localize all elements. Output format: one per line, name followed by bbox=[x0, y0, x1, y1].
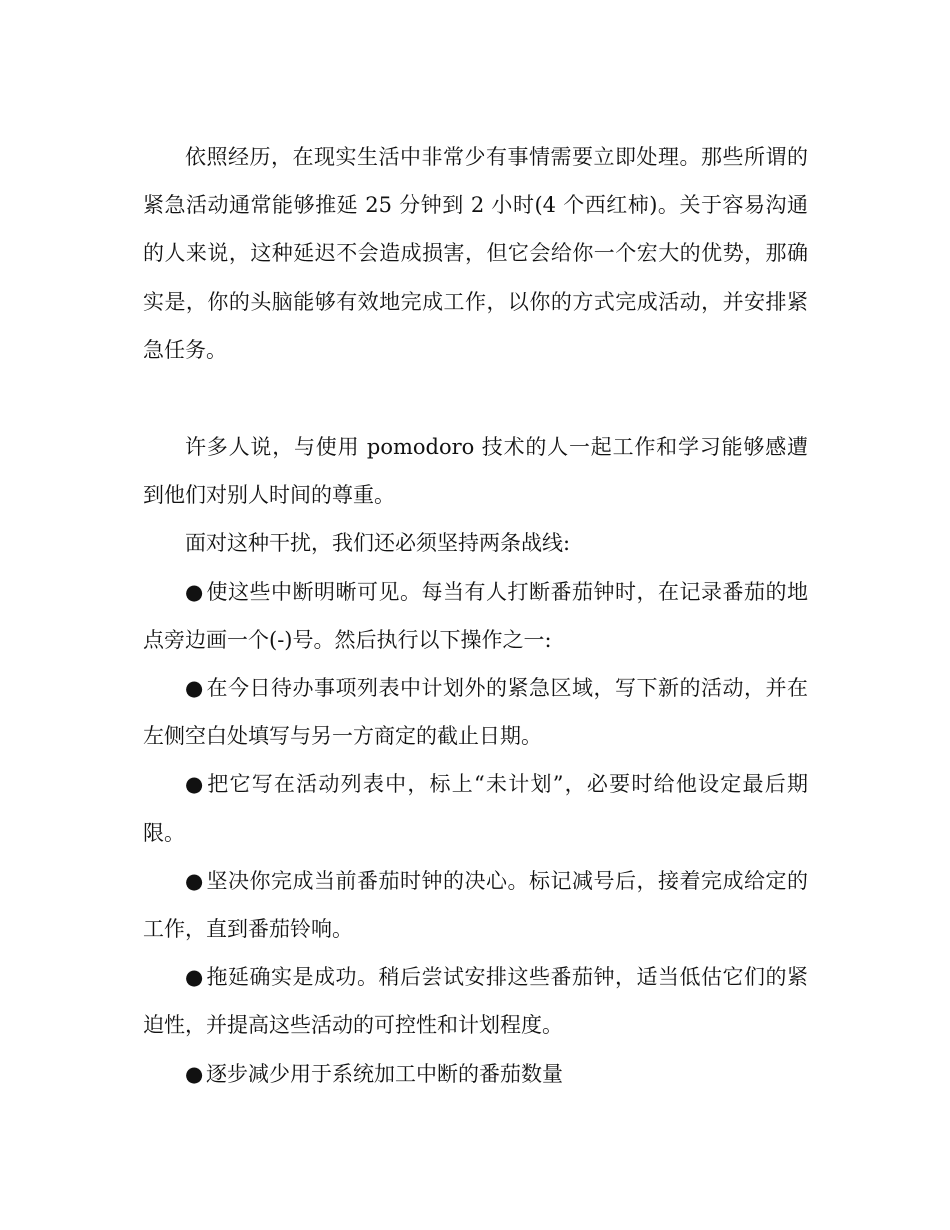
text-block-1 bbox=[143, 133, 808, 374]
paragraph-two-fronts: 面对这种干扰，我们还必须坚持两条战线: bbox=[185, 531, 571, 556]
bullet-item-3 bbox=[143, 760, 808, 856]
bullet-item-5 bbox=[143, 953, 808, 1049]
bullet-text: 使这些中断明晰可见。每当有人打断番茄钟时，在记录番茄的地点旁边画一个(-)号。然后执行以下操作之一: bbox=[143, 579, 808, 652]
bullet-text: 坚决你完成当前番茄时钟的决心。标记减号后，接着完成给定的工作，直到番茄铃响。 bbox=[143, 868, 808, 942]
bullet-item-1 bbox=[143, 568, 808, 664]
bullet-text: 拖延确实是成功。稍后尝试安排这些番茄钟，适当低估它们的紧迫性，并提高这些活动的可控性和计划程度。 bbox=[143, 965, 808, 1038]
bullet-icon: ● bbox=[185, 1061, 204, 1086]
bullet-item-6 bbox=[143, 1050, 808, 1098]
bullet-icon: ● bbox=[185, 772, 204, 797]
paragraph-urgent-activities: 依照经历，在现实生活中非常少有事情需要立即处理。那些所谓的紧急活动通常能够推延 25 分钟到 2 小时(4 个西红柿)。关于容易沟通的人来说，这种延迟不会造成损害，但它会给你一个宏大的优势，那确实是，你的头脑能够有效地完成工作，以你的方式完成活动，并安排紧急任务。 bbox=[143, 145, 808, 362]
paragraph-respect-time: 许多人说，与使用 pomodoro 技术的人一起工作和学习能够感遭到他们对别人时间的尊重。 bbox=[143, 435, 808, 508]
bullet-item-2 bbox=[143, 664, 808, 760]
text-block-2 bbox=[143, 423, 808, 1098]
bullet-icon: ● bbox=[185, 965, 204, 990]
bullet-item-4 bbox=[143, 857, 808, 953]
bullet-text: 在今日待办事项列表中计划外的紧急区域，写下新的活动，并在左侧空白处填写与另一方商定的截止日期。 bbox=[143, 676, 808, 749]
bullet-text: 逐步减少用于系统加工中断的番茄数量 bbox=[206, 1061, 563, 1086]
bullet-icon: ● bbox=[185, 676, 204, 701]
bullet-icon: ● bbox=[185, 579, 204, 604]
bullet-icon: ● bbox=[185, 868, 204, 893]
bullet-text: 把它写在活动列表中，标上“未计划”，必要时给他设定最后期限。 bbox=[143, 772, 808, 845]
